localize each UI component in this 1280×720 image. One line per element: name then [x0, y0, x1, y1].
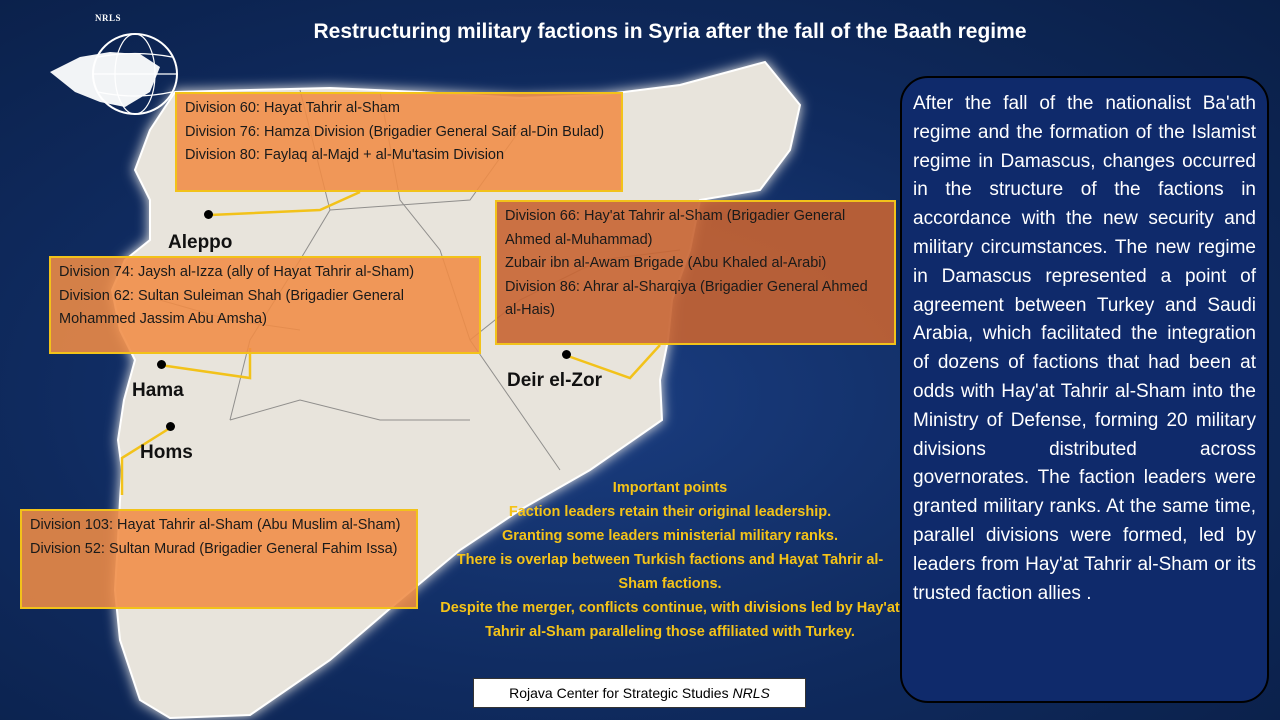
important-point-item: There is overlap between Turkish factions and Hayat Tahrir al-Sham factions.: [456, 552, 884, 592]
important-points-heading: Important points: [612, 480, 728, 496]
division-line: Division 60: Hayat Tahrir al-Sham: [185, 100, 400, 116]
division-box-north: [175, 92, 623, 192]
city-label-deir-el-zor: Deir el-Zor: [507, 370, 603, 391]
division-line: Division 66: Hay'at Tahrir al-Sham (Brigadier General Ahmed al-Muhammad): [505, 208, 846, 248]
important-points: [420, 476, 920, 644]
credit-bar: [473, 678, 806, 708]
city-label-homs: Homs: [140, 442, 193, 463]
division-line: Division 52: Sultan Murad (Brigadier General Fahim Issa): [30, 540, 398, 557]
division-line: Division 86: Ahrar al-Sharqiya (Brigadier General Ahmed al-Hais): [505, 278, 868, 318]
division-box-east: [495, 200, 896, 345]
city-dot-deir-el-zor: [562, 350, 571, 359]
summary-panel: [900, 76, 1269, 703]
logo-text: NRLS: [95, 13, 122, 23]
division-line: Division 74: Jaysh al-Izza (ally of Hayat Tahrir al-Sham): [59, 264, 415, 280]
summary-text: After the fall of the nationalist Ba'ath regime and the formation of the Islamist regime in Damascus, changes occurred in the structure of the factions in accordance with the new security and military circumstances. The new regime in Damascus represented a point of agreement between Turkey and Saudi Arabia, which facilitated the integration of dozens of factions that had been at odds with Hay'at Tahrir al-Sham into the Ministry of Defense, forming 20 military divisions distributed across governorates. The faction leaders were granted military ranks. At the same time, parallel divisions were formed, led by leaders from Hay'at Tahrir al-Sham or its trusted faction allies .: [913, 93, 1256, 604]
important-point-item: Faction leaders retain their original leadership.: [508, 504, 832, 520]
division-line: Division 76: Hamza Division (Brigadier General Saif al-Din Bulad): [185, 123, 605, 140]
city-dot-homs: [166, 422, 175, 431]
city-label-hama: Hama: [132, 380, 184, 401]
important-point-item: Granting some leaders ministerial military ranks.: [501, 528, 839, 544]
division-box-south: [20, 509, 418, 609]
division-box-west: [49, 256, 481, 354]
credit-brand: NRLS: [732, 685, 770, 701]
division-line: Division 80: Faylaq al-Majd + al-Mu'tasim Division: [185, 147, 505, 163]
important-point-item: Despite the merger, conflicts continue, with divisions led by Hay'at Tahrir al-Sham paralleling those affiliated with Turkey.: [440, 600, 900, 640]
division-line: Division 103: Hayat Tahrir al-Sham (Abu Muslim al-Sham): [30, 517, 401, 533]
city-dot-aleppo: [204, 210, 213, 219]
page-title: Restructuring military factions in Syria after the fall of the Baath regime: [313, 20, 1027, 43]
division-line: Division 62: Sultan Suleiman Shah (Brigadier General Mohammed Jassim Abu Amsha): [59, 287, 404, 327]
city-label-aleppo: Aleppo: [168, 232, 233, 253]
division-line: Zubair ibn al-Awam Brigade (Abu Khaled al-Arabi): [505, 255, 827, 271]
city-dot-hama: [157, 360, 166, 369]
credit-text: Rojava Center for Strategic Studies: [509, 685, 729, 701]
